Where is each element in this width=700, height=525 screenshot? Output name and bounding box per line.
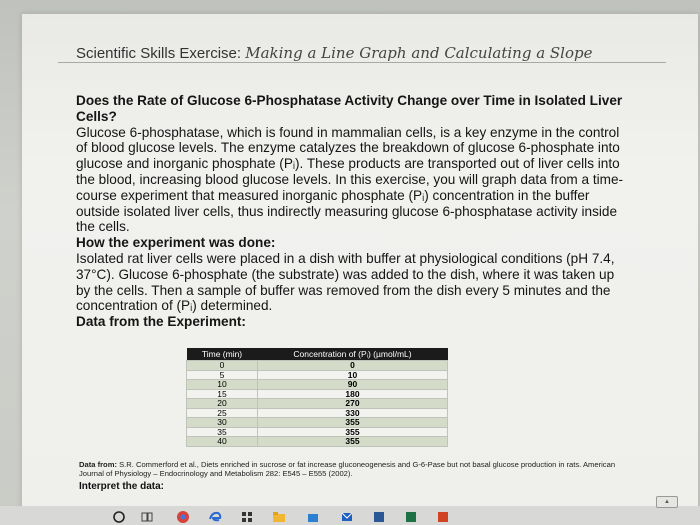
concentration-cell: 0 <box>258 361 448 371</box>
excel-icon[interactable] <box>404 510 418 524</box>
task-view-icon[interactable] <box>140 510 154 524</box>
title-divider <box>58 62 666 63</box>
data-table-wrapper <box>186 348 446 447</box>
data-table <box>186 348 448 447</box>
exercise-body <box>76 93 632 330</box>
table-row <box>187 380 448 390</box>
notification-icon[interactable]: ▲ <box>656 496 678 508</box>
time-cell: 35 <box>187 427 258 437</box>
table-row <box>187 361 448 371</box>
folder-icon[interactable] <box>272 510 286 524</box>
exercise-title <box>76 44 592 62</box>
source-text: S.R. Commerford et al., Diets enriched in sucrose or fat increase gluconeogenesis and G-6-Pase but not basal glucose production in rats. American Journal of Physiology – Endocrinology and Metabolism 282: E545 – E555 (2002). <box>79 460 616 478</box>
concentration-cell: 90 <box>258 380 448 390</box>
powerpoint-icon[interactable] <box>436 510 450 524</box>
time-cell: 5 <box>187 370 258 380</box>
concentration-cell: 355 <box>258 437 448 447</box>
method-paragraph: Isolated rat liver cells were placed in a dish with buffer at physiological conditions (pH 7.4, 37°C). Glucose 6-phosphate (the substrate) was added to the dish, where it was taken up by the cells. Then a sample of buffer was removed from the dish every 5 minutes and the concentration of (Pᵢ) determined. <box>76 250 615 314</box>
intro-heading: Does the Rate of Glucose 6-Phosphatase Activity Change over Time in Isolated Liver Cells? <box>76 93 623 124</box>
title-prefix: Scientific Skills Exercise: <box>76 45 246 62</box>
chrome-icon[interactable] <box>176 510 190 524</box>
method-heading: How the experiment was done: <box>76 235 276 251</box>
source-label: Data from: <box>79 460 117 469</box>
title-cursive: Making a Line Graph and Calculating a Slope <box>245 44 593 62</box>
data-source-citation <box>79 460 635 478</box>
time-column-header: Time (min) <box>187 348 258 361</box>
intro-paragraph: Glucose 6-phosphatase, which is found in mammalian cells, is a key enzyme in the control of blood glucose levels. The enzyme catalyzes the breakdown of glucose 6-phosphate into glucose and inorganic phosphate (Pᵢ). These products are transported out of liver cells into the blood, increasing blood glucose levels. In this exercise, you will graph data from a time-course experiment that measured inorganic phosphate (Pᵢ) concentration in the buffer outside isolated liver cells, thus indirectly measuring glucose 6-phosphatase activity inside the cells. <box>76 124 624 235</box>
concentration-cell: 180 <box>258 389 448 399</box>
time-cell: 40 <box>187 437 258 447</box>
time-cell: 25 <box>187 408 258 418</box>
store-icon[interactable] <box>306 510 320 524</box>
table-row <box>187 437 448 447</box>
data-heading: Data from the Experiment: <box>76 314 246 330</box>
time-cell: 10 <box>187 380 258 390</box>
table-row <box>187 418 448 428</box>
table-row <box>187 399 448 409</box>
word-icon[interactable] <box>372 510 386 524</box>
concentration-cell: 330 <box>258 408 448 418</box>
concentration-cell: 10 <box>258 370 448 380</box>
time-cell: 30 <box>187 418 258 428</box>
time-cell: 15 <box>187 389 258 399</box>
concentration-column-header: Concentration of (Pᵢ) (µmol/mL) <box>258 348 448 361</box>
mail-icon[interactable] <box>340 510 354 524</box>
apps-grid-icon[interactable] <box>240 510 254 524</box>
concentration-cell: 270 <box>258 399 448 409</box>
concentration-cell: 355 <box>258 418 448 428</box>
time-cell: 0 <box>187 361 258 371</box>
edge-icon[interactable] <box>208 510 222 524</box>
interpret-heading: Interpret the data: <box>79 481 165 492</box>
search-icon[interactable] <box>112 510 126 524</box>
concentration-cell: 355 <box>258 427 448 437</box>
time-cell: 20 <box>187 399 258 409</box>
